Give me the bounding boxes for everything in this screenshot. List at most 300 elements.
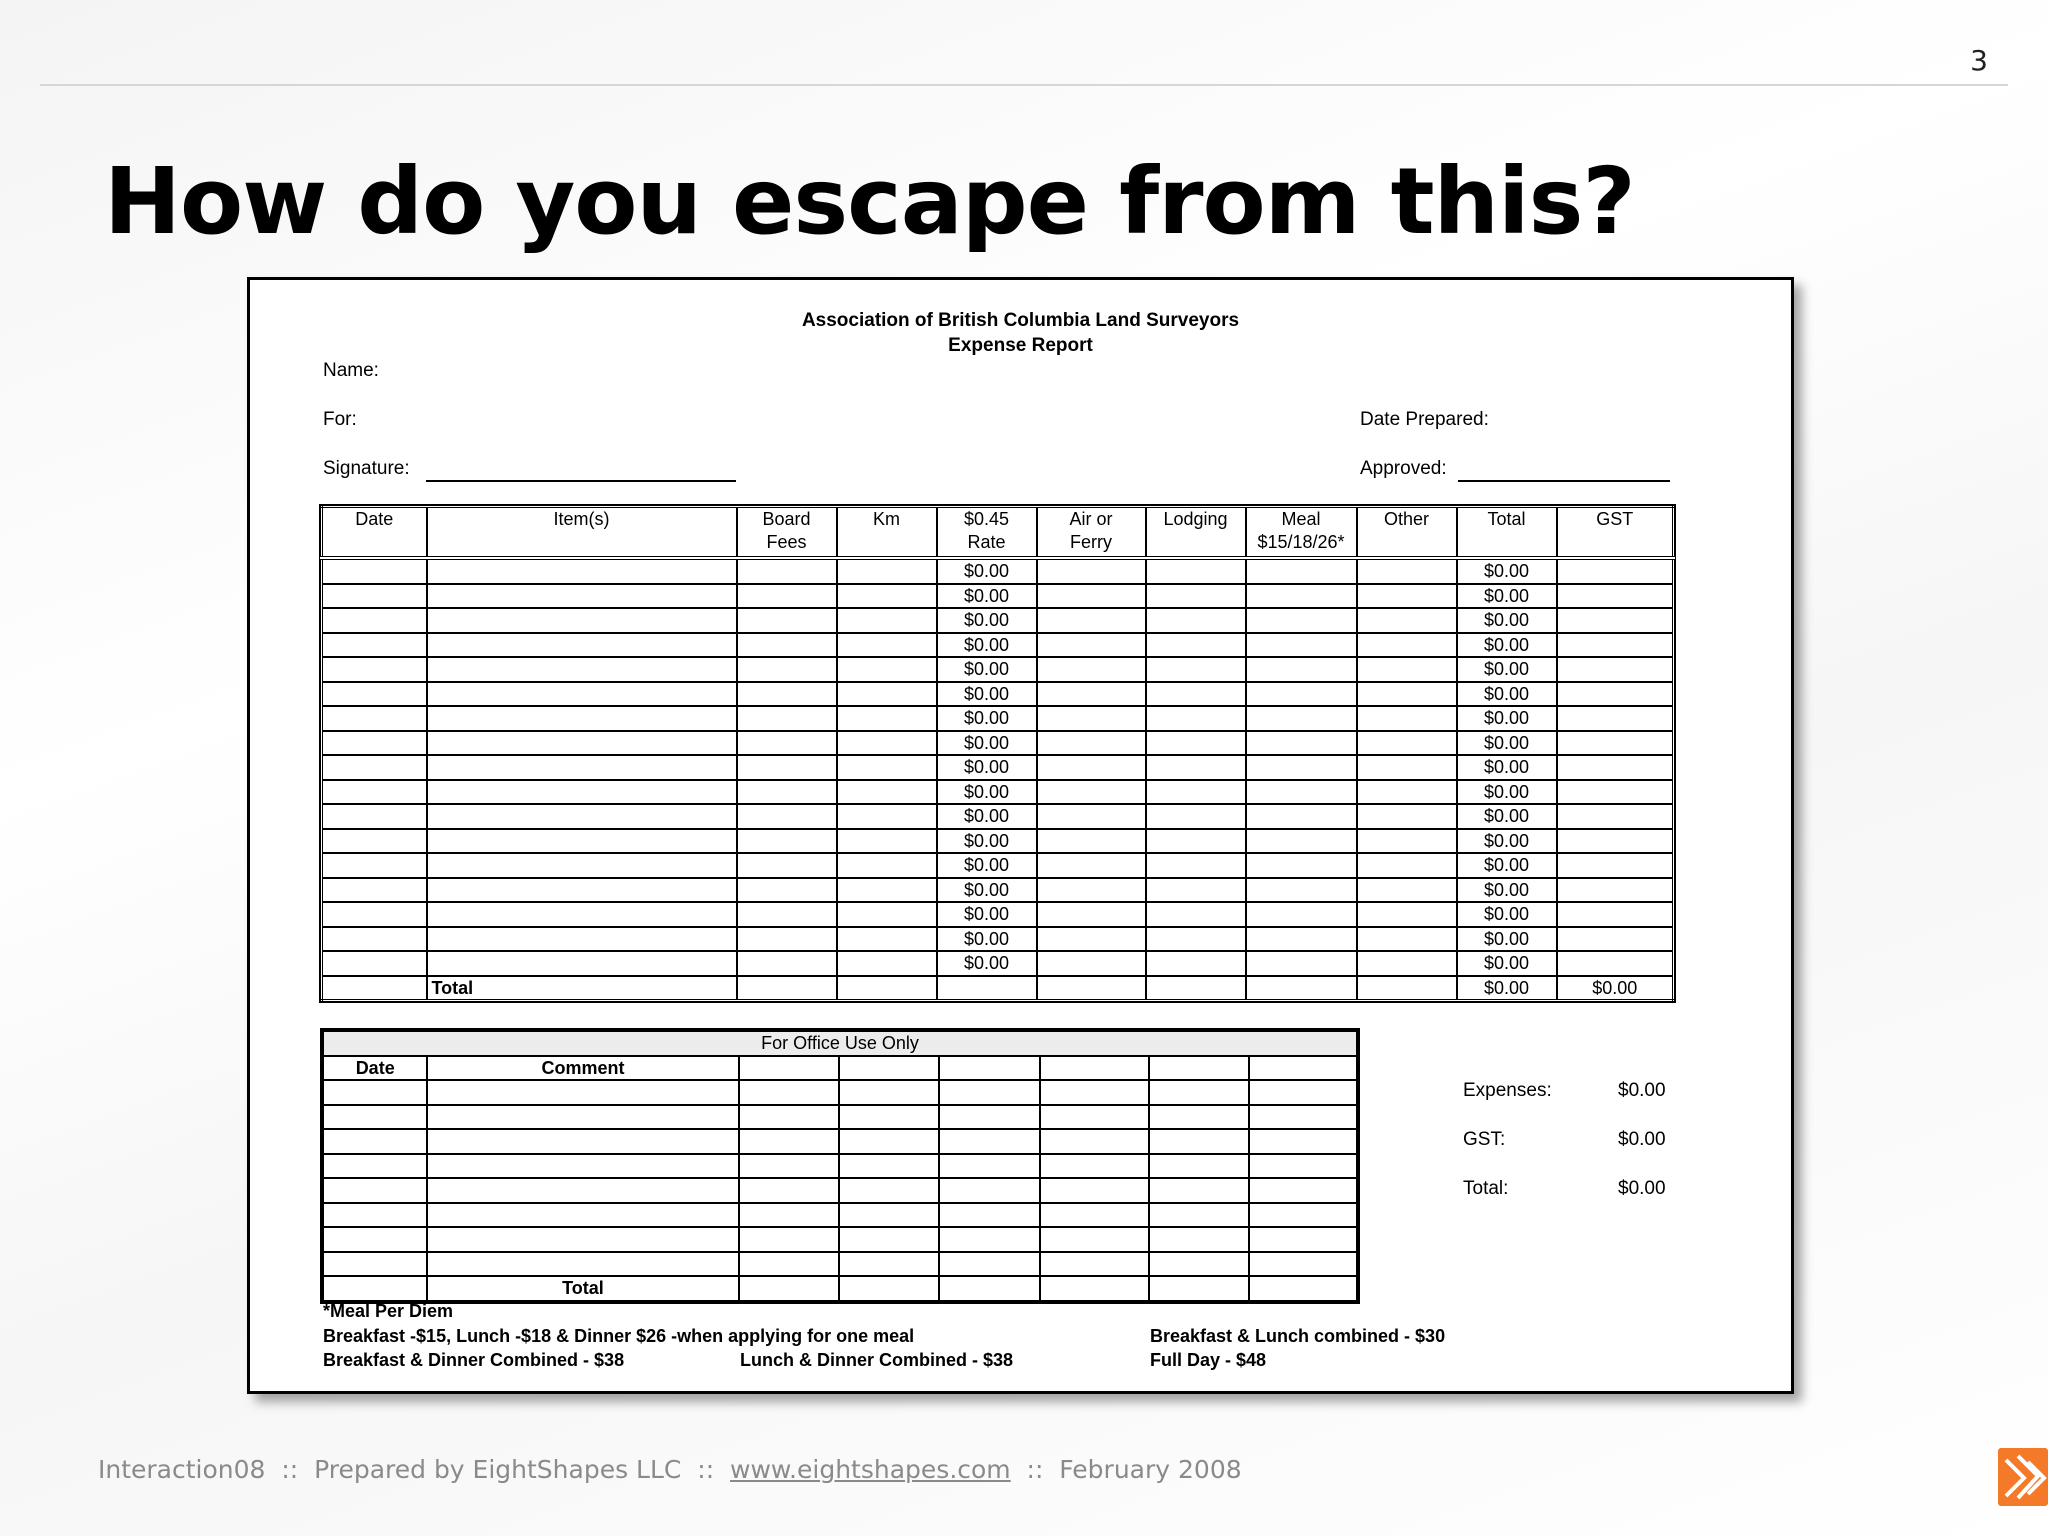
per-diem-heading: *Meal Per Diem	[323, 1301, 454, 1321]
empty-cell	[739, 1227, 839, 1252]
empty-cell	[322, 682, 427, 707]
total-cell: $0.00	[1457, 657, 1557, 682]
column-header	[427, 507, 737, 559]
empty-cell	[839, 1227, 939, 1252]
empty-cell	[1040, 1178, 1149, 1203]
column-header-line2: $15/18/26*	[1257, 532, 1345, 552]
empty-cell	[837, 902, 937, 927]
rate-cell: $0.00	[937, 780, 1037, 805]
empty-cell	[427, 1080, 738, 1105]
empty-cell	[1149, 1178, 1249, 1203]
empty-cell	[1357, 558, 1457, 584]
office-row	[322, 1252, 1358, 1277]
total-cell: $0.00	[1457, 706, 1557, 731]
office-row	[322, 1154, 1358, 1179]
empty-cell	[1249, 1227, 1358, 1252]
empty-cell	[1149, 1129, 1249, 1154]
empty-cell	[322, 584, 427, 609]
summary-expenses-value: $0.00	[1618, 1080, 1666, 1101]
empty-cell	[1357, 633, 1457, 658]
empty-cell	[1249, 1203, 1358, 1228]
column-header	[1146, 507, 1246, 559]
empty-cell	[1246, 780, 1357, 805]
empty-cell	[1249, 1252, 1358, 1277]
column-header-line1: Km	[873, 509, 900, 529]
office-row	[322, 1080, 1358, 1105]
expense-row	[322, 657, 1674, 682]
empty-cell	[427, 731, 737, 756]
column-header-line1: Item(s)	[553, 509, 610, 529]
rate-cell: $0.00	[937, 927, 1037, 952]
signature-label: Signature:	[323, 458, 410, 479]
expense-row	[322, 902, 1674, 927]
empty-cell	[737, 829, 837, 854]
empty-cell	[427, 853, 737, 878]
empty-cell	[739, 1154, 839, 1179]
empty-cell	[1557, 608, 1674, 633]
empty-cell	[837, 755, 937, 780]
empty-cell	[322, 927, 427, 952]
footer-prefix: Interaction08 :: Prepared by EightShapes LLC ::	[98, 1455, 731, 1484]
column-header-line2: Ferry	[1070, 532, 1112, 552]
empty-cell	[1146, 878, 1246, 903]
empty-cell	[1037, 682, 1146, 707]
empty-cell	[737, 927, 837, 952]
empty-cell	[1037, 731, 1146, 756]
total-cell: $0.00	[1457, 558, 1557, 584]
empty-cell	[1357, 608, 1457, 633]
empty-cell	[1146, 731, 1246, 756]
empty-cell	[322, 829, 427, 854]
empty-cell	[1357, 657, 1457, 682]
office-total-row	[322, 1276, 1358, 1302]
page-number: 3	[1970, 44, 1988, 77]
empty-cell	[322, 1129, 427, 1154]
empty-cell	[1357, 682, 1457, 707]
empty-cell	[837, 706, 937, 731]
empty-cell	[427, 657, 737, 682]
empty-cell	[322, 878, 427, 903]
empty-cell	[737, 780, 837, 805]
report-name: Expense Report	[948, 335, 1093, 356]
one-meal-note: Breakfast -$15, Lunch -$18 & Dinner $26 -when applying for one meal	[323, 1326, 915, 1346]
empty-cell	[322, 1276, 427, 1302]
empty-cell	[427, 682, 737, 707]
rate-cell: $0.00	[937, 902, 1037, 927]
empty-cell	[1357, 902, 1457, 927]
empty-cell	[737, 902, 837, 927]
empty-cell	[739, 1080, 839, 1105]
empty-cell	[839, 1080, 939, 1105]
empty-cell	[1037, 829, 1146, 854]
breakfast-lunch-note: Breakfast & Lunch combined - $30	[1150, 1326, 1446, 1346]
empty-cell	[1246, 927, 1357, 952]
empty-cell	[1357, 584, 1457, 609]
empty-cell	[1149, 1252, 1249, 1277]
empty-cell	[322, 755, 427, 780]
empty-cell	[839, 1276, 939, 1302]
office-date-label: Date	[322, 1056, 427, 1081]
expense-row	[322, 608, 1674, 633]
empty-cell	[427, 951, 737, 976]
column-header-line1: Board	[762, 509, 811, 529]
empty-cell	[739, 1252, 839, 1277]
empty-cell	[1557, 878, 1674, 903]
org-name: Association of British Columbia Land Surveyors	[801, 310, 1240, 331]
empty-cell	[1146, 780, 1246, 805]
empty-cell	[1146, 682, 1246, 707]
empty-cell	[939, 1129, 1039, 1154]
empty-cell	[739, 1129, 839, 1154]
empty-cell	[322, 706, 427, 731]
office-total-label: Total	[427, 1276, 738, 1302]
empty-cell	[322, 780, 427, 805]
empty-cell	[427, 780, 737, 805]
empty-cell	[837, 951, 937, 976]
empty-cell	[839, 1105, 939, 1130]
column-header	[1457, 507, 1557, 559]
empty-cell	[837, 608, 937, 633]
empty-cell	[322, 1203, 427, 1228]
column-header-line2: Rate	[967, 532, 1006, 552]
empty-cell	[837, 829, 937, 854]
empty-cell	[939, 1154, 1039, 1179]
empty-cell	[1146, 853, 1246, 878]
empty-cell	[1246, 951, 1357, 976]
empty-cell	[1357, 951, 1457, 976]
empty-cell	[427, 584, 737, 609]
empty-cell	[839, 1129, 939, 1154]
empty-cell	[737, 682, 837, 707]
empty-cell	[737, 633, 837, 658]
empty-cell	[1557, 584, 1674, 609]
empty-cell	[939, 1080, 1039, 1105]
empty-cell	[1557, 829, 1674, 854]
total-cell: $0.00	[1457, 731, 1557, 756]
rate-cell: $0.00	[937, 731, 1037, 756]
empty-cell	[1040, 1154, 1149, 1179]
total-cell: $0.00	[1457, 878, 1557, 903]
empty-cell	[1246, 584, 1357, 609]
summary-expenses-label: Expenses:	[1463, 1080, 1552, 1101]
column-header-line1: GST	[1596, 509, 1634, 529]
footer-link[interactable]: www.eightshapes.com	[730, 1455, 1011, 1484]
expense-row	[322, 829, 1674, 854]
eightshapes-logo	[1998, 1448, 2048, 1506]
empty-cell	[1357, 706, 1457, 731]
column-header-line1: $0.45	[963, 509, 1010, 529]
empty-cell	[1357, 878, 1457, 903]
expense-row	[322, 682, 1674, 707]
rate-cell: $0.00	[937, 853, 1037, 878]
empty-cell	[1149, 1154, 1249, 1179]
office-comment-label: Comment	[427, 1056, 738, 1081]
expense-row	[322, 804, 1674, 829]
empty-cell	[1149, 1080, 1249, 1105]
for-label: For:	[323, 409, 357, 430]
empty-cell	[739, 1276, 839, 1302]
rate-cell: $0.00	[937, 804, 1037, 829]
empty-cell	[1357, 780, 1457, 805]
rate-cell: $0.00	[937, 633, 1037, 658]
total-cell: $0.00	[1457, 902, 1557, 927]
empty-cell	[939, 1276, 1039, 1302]
empty-cell	[427, 633, 737, 658]
empty-cell	[1146, 829, 1246, 854]
empty-cell	[322, 1154, 427, 1179]
rate-cell: $0.00	[937, 951, 1037, 976]
office-use-heading: For Office Use Only	[322, 1030, 1358, 1056]
summary-total-label: Total:	[1463, 1178, 1509, 1199]
rate-cell: $0.00	[937, 706, 1037, 731]
empty-cell	[1037, 804, 1146, 829]
empty-cell	[1037, 927, 1146, 952]
expense-row	[322, 558, 1674, 584]
empty-cell	[427, 829, 737, 854]
empty-cell	[1249, 1080, 1358, 1105]
empty-cell	[427, 755, 737, 780]
total-label: Total	[427, 976, 737, 1001]
empty-cell	[1249, 1105, 1358, 1130]
empty-cell	[837, 633, 937, 658]
empty-cell	[1037, 951, 1146, 976]
empty-cell	[837, 853, 937, 878]
empty-cell	[1146, 657, 1246, 682]
empty-cell	[839, 1203, 939, 1228]
empty-cell	[1037, 657, 1146, 682]
empty-cell	[322, 657, 427, 682]
empty-cell	[737, 706, 837, 731]
expense-total-row	[322, 976, 1674, 1001]
empty-cell	[837, 878, 937, 903]
empty-cell	[737, 878, 837, 903]
rate-cell: $0.00	[937, 755, 1037, 780]
empty-cell	[1037, 608, 1146, 633]
empty-cell	[322, 902, 427, 927]
empty-cell	[1249, 1129, 1358, 1154]
empty-cell	[1149, 1105, 1249, 1130]
rate-cell: $0.00	[937, 829, 1037, 854]
empty-cell	[1037, 878, 1146, 903]
column-header	[1246, 507, 1357, 559]
empty-cell	[837, 584, 937, 609]
empty-cell	[1246, 804, 1357, 829]
office-row	[322, 1203, 1358, 1228]
empty-cell	[1246, 608, 1357, 633]
empty-cell	[837, 976, 937, 1001]
rate-cell: $0.00	[937, 682, 1037, 707]
empty-cell	[739, 1178, 839, 1203]
slide-title: How do you escape from this?	[104, 148, 1635, 255]
empty-cell	[1146, 755, 1246, 780]
rate-cell: $0.00	[937, 608, 1037, 633]
empty-cell	[1357, 829, 1457, 854]
empty-cell	[1146, 706, 1246, 731]
empty-cell	[1557, 780, 1674, 805]
empty-cell	[737, 657, 837, 682]
column-header-line1: Other	[1383, 509, 1430, 529]
empty-cell	[1557, 853, 1674, 878]
empty-cell	[427, 1203, 738, 1228]
summary-gst-value: $0.00	[1618, 1129, 1666, 1150]
expense-row	[322, 706, 1674, 731]
empty-cell	[322, 608, 427, 633]
empty-cell	[1040, 1080, 1149, 1105]
empty-cell	[1246, 976, 1357, 1001]
empty-cell	[1557, 657, 1674, 682]
column-header-line1: Air or	[1069, 509, 1113, 529]
column-header-line2: Fees	[766, 532, 807, 552]
empty-cell	[1557, 558, 1674, 584]
signature-line	[426, 480, 736, 482]
office-row	[322, 1178, 1358, 1203]
empty-cell	[1557, 927, 1674, 952]
empty-cell	[939, 1227, 1039, 1252]
empty-cell	[322, 804, 427, 829]
summary-total-value: $0.00	[1618, 1178, 1666, 1199]
empty-cell	[1146, 558, 1246, 584]
empty-cell	[737, 558, 837, 584]
empty-cell	[1246, 706, 1357, 731]
empty-cell	[1146, 584, 1246, 609]
empty-cell	[737, 608, 837, 633]
total-cell: $0.00	[1457, 853, 1557, 878]
rate-cell: $0.00	[937, 878, 1037, 903]
empty-cell	[1357, 804, 1457, 829]
empty-cell	[737, 731, 837, 756]
empty-cell	[1557, 633, 1674, 658]
empty-cell	[739, 1105, 839, 1130]
empty-cell	[939, 1252, 1039, 1277]
empty-cell	[1246, 731, 1357, 756]
empty-cell	[837, 657, 937, 682]
empty-cell	[1040, 1105, 1149, 1130]
empty-cell	[427, 927, 737, 952]
empty-cell	[1357, 731, 1457, 756]
footer	[98, 1455, 1242, 1484]
empty-cell	[1040, 1203, 1149, 1228]
empty-cell	[1146, 902, 1246, 927]
empty-cell	[1246, 902, 1357, 927]
expense-row	[322, 951, 1674, 976]
office-row	[322, 1105, 1358, 1130]
summary-gst-label: GST:	[1463, 1129, 1506, 1150]
name-label: Name:	[323, 360, 379, 381]
empty-cell	[1037, 584, 1146, 609]
empty-cell	[1557, 682, 1674, 707]
rate-cell: $0.00	[937, 584, 1037, 609]
empty-cell	[1246, 633, 1357, 658]
empty-cell	[737, 804, 837, 829]
empty-cell	[1037, 755, 1146, 780]
expense-table	[320, 505, 1675, 1002]
empty-cell	[427, 558, 737, 584]
empty-cell	[1037, 853, 1146, 878]
empty-cell	[322, 633, 427, 658]
column-header-line1: Meal	[1281, 509, 1321, 529]
column-header	[1557, 507, 1674, 559]
footer-suffix: :: February 2008	[1010, 1455, 1242, 1484]
empty-cell	[837, 804, 937, 829]
total-cell: $0.00	[1457, 780, 1557, 805]
empty-cell	[939, 1178, 1039, 1203]
total-cell: $0.00	[1457, 608, 1557, 633]
empty-cell	[322, 951, 427, 976]
empty-cell	[427, 1105, 738, 1130]
empty-cell	[1246, 829, 1357, 854]
empty-cell	[737, 951, 837, 976]
rate-cell: $0.00	[937, 558, 1037, 584]
empty-cell	[1037, 902, 1146, 927]
empty-cell	[322, 731, 427, 756]
empty-cell	[737, 853, 837, 878]
grand-total-cell: $0.00	[1457, 976, 1557, 1001]
empty-cell	[322, 558, 427, 584]
column-header	[937, 507, 1037, 559]
total-cell: $0.00	[1457, 804, 1557, 829]
empty-cell	[1249, 1178, 1358, 1203]
empty-cell	[1037, 780, 1146, 805]
empty-cell	[1557, 706, 1674, 731]
header-divider	[40, 84, 2008, 86]
column-header	[1037, 507, 1146, 559]
expense-report-image	[247, 277, 1794, 1394]
empty-cell	[1040, 1276, 1149, 1302]
empty-cell	[1040, 1129, 1149, 1154]
expense-row	[322, 927, 1674, 952]
empty-cell	[322, 1178, 427, 1203]
full-day-note: Full Day - $48	[1150, 1350, 1267, 1370]
empty-cell	[1246, 878, 1357, 903]
empty-cell	[737, 584, 837, 609]
empty-cell	[1557, 804, 1674, 829]
total-cell: $0.00	[1457, 927, 1557, 952]
empty-cell	[1146, 951, 1246, 976]
empty-cell	[1146, 608, 1246, 633]
empty-cell	[1037, 558, 1146, 584]
empty-cell	[1557, 951, 1674, 976]
empty-cell	[427, 878, 737, 903]
expense-row	[322, 584, 1674, 609]
empty-cell	[1040, 1227, 1149, 1252]
empty-cell	[1149, 1203, 1249, 1228]
empty-cell	[1249, 1276, 1358, 1302]
expense-row	[322, 878, 1674, 903]
total-cell: $0.00	[1457, 633, 1557, 658]
empty-cell	[1149, 1227, 1249, 1252]
empty-cell	[1357, 755, 1457, 780]
empty-cell	[1557, 755, 1674, 780]
empty-cell	[837, 731, 937, 756]
empty-cell	[427, 902, 737, 927]
empty-cell	[427, 1178, 738, 1203]
total-cell: $0.00	[1457, 829, 1557, 854]
empty-cell	[837, 558, 937, 584]
empty-cell	[322, 1227, 427, 1252]
expense-row	[322, 755, 1674, 780]
office-row	[322, 1227, 1358, 1252]
empty-cell	[839, 1252, 939, 1277]
total-cell: $0.00	[1457, 755, 1557, 780]
empty-cell	[322, 853, 427, 878]
empty-cell	[427, 804, 737, 829]
column-header-line1: Date	[355, 509, 394, 529]
empty-cell	[427, 1154, 738, 1179]
expense-table-header	[322, 507, 1674, 559]
empty-cell	[1357, 976, 1457, 1001]
expense-row	[322, 853, 1674, 878]
column-header	[1357, 507, 1457, 559]
